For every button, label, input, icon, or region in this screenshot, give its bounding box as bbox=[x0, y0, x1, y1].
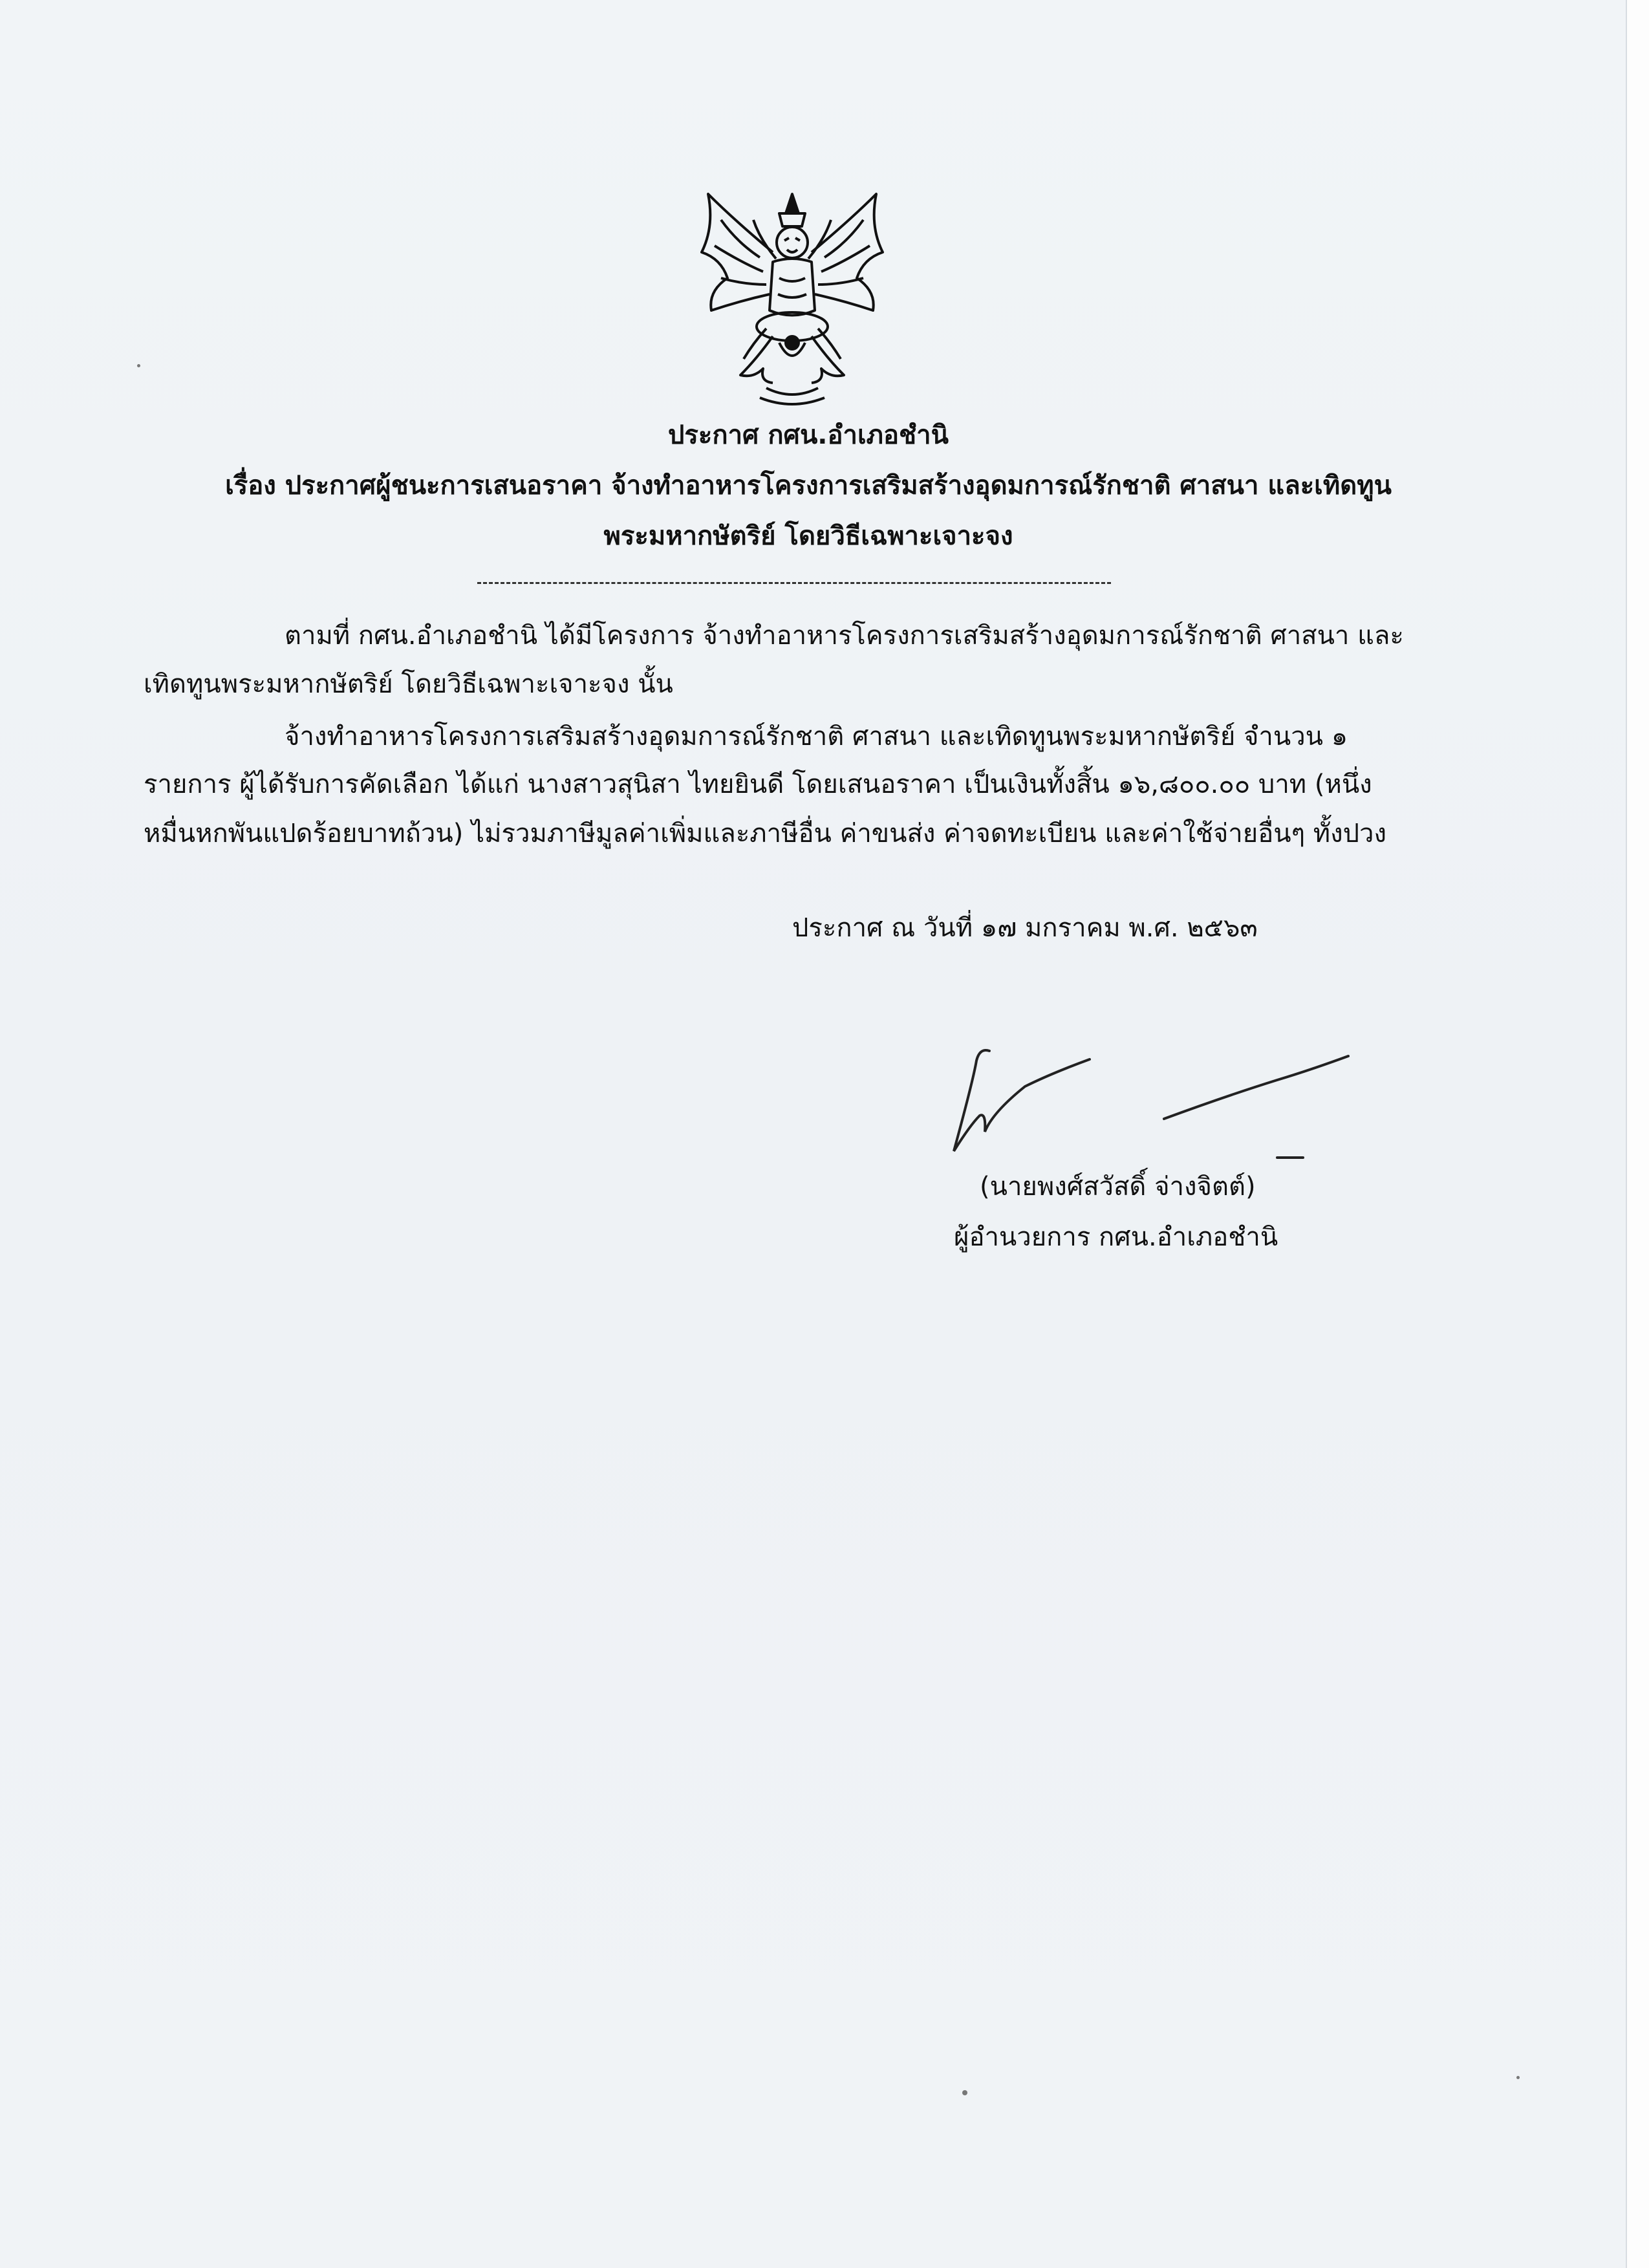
body-line: เทิดทูนพระมหากษัตริย์ โดยวิธีเฉพาะเจาะจง นั้น bbox=[144, 669, 673, 699]
announcement-title: ประกาศ กศน.อำเภอชำนิ bbox=[667, 420, 949, 450]
scan-speck bbox=[962, 2090, 967, 2095]
body-line: หมื่นหกพันแปดร้อยบาทถ้วน) ไม่รวมภาษีมูลค่าเพิ่มและภาษีอื่น ค่าขนส่ง ค่าจดทะเบียน และค่าใช้จ่ายอื่นๆ ทั้งปวง bbox=[144, 819, 1387, 848]
body-line: ตามที่ กศน.อำเภอชำนิ ได้มีโครงการ จ้างทำอาหารโครงการเสริมสร้างอุดมการณ์รักชาติ ศาสนา และ bbox=[285, 621, 1404, 651]
scan-speck bbox=[1516, 2076, 1520, 2079]
body-line: จ้างทำอาหารโครงการเสริมสร้างอุดมการณ์รักชาติ ศาสนา และเทิดทูนพระมหากษัตริย์ จำนวน ๑ bbox=[285, 722, 1348, 751]
announcement-subject-line-1: เรื่อง ประกาศผู้ชนะการเสนอราคา จ้างทำอาหารโครงการเสริมสร้างอุดมการณ์รักชาติ ศาสนา และเทิดทูน bbox=[225, 471, 1392, 501]
signatory-name: (นายพงศ์สวัสดิ์ จ่างจิตต์) bbox=[980, 1172, 1256, 1202]
scan-speck bbox=[137, 364, 140, 367]
handwritten-signature bbox=[941, 1035, 1361, 1164]
announcement-subject-line-2: พระมหากษัตริย์ โดยวิธีเฉพาะเจาะจง bbox=[603, 521, 1013, 551]
signatory-title: ผู้อำนวยการ กศน.อำเภอชำนิ bbox=[954, 1222, 1278, 1252]
page-edge bbox=[1626, 0, 1649, 2268]
separator-rule bbox=[477, 582, 1111, 584]
garuda-emblem-icon bbox=[682, 181, 902, 414]
announcement-date: ประกาศ ณ วันที่ ๑๗ มกราคม พ.ศ. ๒๕๖๓ bbox=[792, 913, 1258, 943]
body-line: รายการ ผู้ได้รับการคัดเลือก ได้แก่ นางสาวสุนิสา ไทยยินดี โดยเสนอราคา เป็นเงินทั้งสิ้น ๑๖,๘๐๐.๐๐ บาท (หนึ่ง bbox=[144, 770, 1372, 799]
